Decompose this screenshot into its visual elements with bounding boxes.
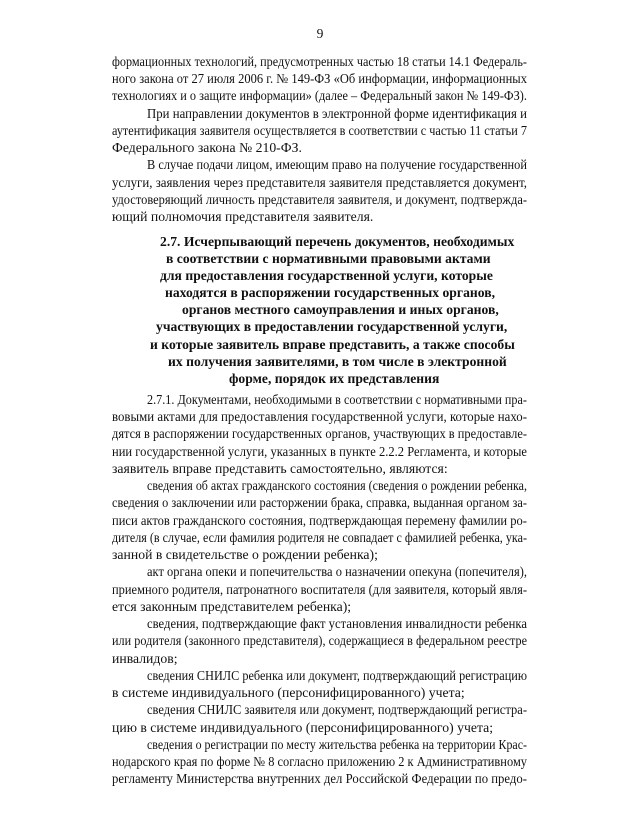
text-line: нии государственной услуги, указанных в пункте 2.2.2 Регламента, и которые [112, 444, 527, 459]
text-line: акт органа опеки и попечительства о назначении опекуна (попечителя), [147, 564, 528, 579]
text-line: услуги, заявления через представителя заявителя представляется документ, [112, 175, 527, 190]
text-line: 2.7.1. Документами, необходимыми в соответствии с нормативными пра- [147, 392, 527, 407]
heading-line: в соответствии с нормативными правовыми актами [166, 251, 491, 266]
heading-line: 2.7. Исчерпывающий перечень документов, необходимых [160, 234, 515, 249]
text-line: удостоверяющий личность представителя заявителя, и документ, подтвержда- [112, 192, 528, 207]
text-line: аутентификация заявителя осуществляется в соответствии с частью 11 статьи 7 [112, 123, 527, 138]
text-line: писи актов гражданского состояния, подтверждающая перемену фамилии ро- [112, 513, 527, 528]
text-line: ющий полномочия представителя заявителя. [112, 209, 374, 224]
text-line: дятся в распоряжении государственных органов, участвующих в предоставле- [112, 426, 528, 441]
text-line: технологиях и о защите информации» (далее – Федеральный закон № 149-ФЗ). [112, 88, 528, 103]
text-line: При направлении документов в электронной форме идентификация и [147, 106, 527, 121]
text-line: сведения о регистрации по месту жительства ребенка на территории Крас- [147, 737, 527, 752]
heading-line: и которые заявитель вправе представить, а также способы [150, 337, 515, 352]
text-line: ного закона от 27 июля 2006 г. № 149-ФЗ «Об информации, информационных [112, 71, 527, 86]
text-line: приемного родителя, патронатного воспитателя (для заявителя, который явля- [112, 582, 528, 597]
text-line: сведения, подтверждающие факт установления инвалидности ребенка [147, 616, 527, 631]
text-line: сведения о заключении или расторжении брака, справка, выданная органом за- [112, 495, 528, 510]
text-line: заявитель вправе представить самостоятельно, являются: [112, 461, 448, 476]
text-line: инвалидов; [112, 651, 178, 666]
text-line: сведения об актах гражданского состояния (сведения о рождении ребенка, [147, 478, 528, 493]
text-line: формационных технологий, предусмотренных частью 18 статьи 14.1 Федераль- [112, 54, 527, 69]
text-line: нодарского края по форме № 8 согласно приложению 2 к Административному [112, 754, 528, 769]
text-line: в системе индивидуального (персонифицированного) учета; [112, 685, 465, 700]
page-number: 9 [316, 26, 324, 41]
text-line: или родителя (законного представителя), содержащиеся в федеральном реестре [112, 633, 528, 648]
text-line: ется законным представителем ребенка); [112, 599, 352, 614]
text-line: В случае подачи лицом, имеющим право на получение государственной [147, 157, 527, 172]
heading-line: форме, порядок их представления [229, 371, 440, 386]
text-line: регламенту Министерства внутренних дел Российской Федерации по предо- [112, 771, 528, 786]
heading-line: участвующих в предоставлении государственной услуги, [156, 319, 508, 334]
text-line: вовыми актами для предоставления государственной услуги, которые нахо- [112, 409, 528, 424]
heading-line: органов местного самоуправления и иных органов, [182, 302, 499, 317]
text-line: сведения СНИЛС заявителя или документ, подтверждающий регистра- [147, 702, 528, 717]
text-line: Федерального закона № 210-ФЗ. [112, 140, 302, 155]
heading-line: для предоставления государственной услуги, которые [160, 268, 493, 283]
text-line: сведения СНИЛС ребенка или документ, подтверждающий регистрацию [147, 668, 527, 683]
text-line: цию в системе индивидуального (персонифицированного) учета; [112, 720, 494, 735]
text-line: дителя (в случае, если фамилия родителя не совпадает с фамилией ребенка, ука- [112, 530, 528, 545]
heading-line: находятся в распоряжении государственных органов, [165, 285, 496, 300]
heading-line: их получения заявителями, в том числе в электронной [168, 354, 507, 369]
text-line: занной в свидетельстве о рождении ребенка); [112, 547, 378, 562]
